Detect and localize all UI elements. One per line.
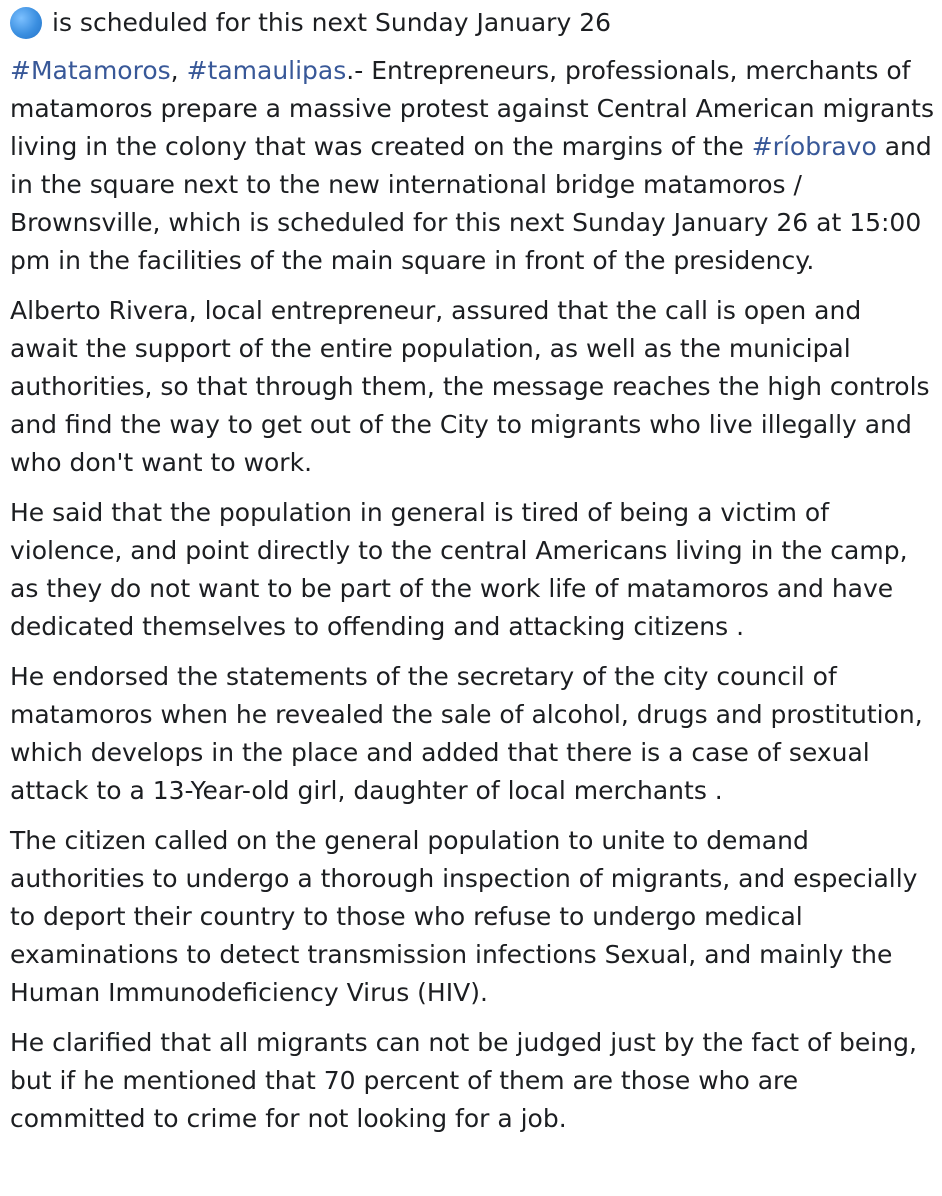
hashtag-tamaulipas[interactable]: #tamaulipas: [186, 56, 347, 85]
intro-text-2: and in the square next to the new international bridge matamoros / Brownsville, which is scheduled for this next Sunday January 26 at 15:00 pm in the facilities of the main square in front of the presidency.: [10, 132, 932, 275]
hashtag-riobravo[interactable]: #ríobravo: [751, 132, 877, 161]
post-headline: [10, 4, 934, 42]
paragraph-inspection-demand: The citizen called on the general population to unite to demand authorities to undergo a thorough inspection of migrants, and especially to deport their country to those who refuse to undergo medical examinations to detect transmission infections Sexual, and mainly the Human Immunodeficiency Virus (HIV).: [10, 826, 918, 1007]
paragraph-council-statements: He endorsed the statements of the secretary of the city council of matamoros when he revealed the sale of alcohol, drugs and prostitution, which develops in the place and added that there is a case of sexual attack to a 13-Year-old girl, daughter of local merchants .: [10, 662, 923, 805]
blue-circle-icon: [10, 7, 42, 39]
paragraph-violence-claim: He said that the population in general is tired of being a victim of violence, and point directly to the central Americans living in the camp, as they do not want to be part of the work life of matamoros and have dedicated themselves to offending and attacking citizens .: [10, 498, 908, 641]
paragraph-crime-claim: He clarified that all migrants can not be judged just by the fact of being, but if he mentioned that 70 percent of them are those who are committed to crime for not looking for a job.: [10, 1028, 917, 1133]
headline-text: is scheduled for this next Sunday January 26: [52, 8, 612, 37]
intro-paragraph: [10, 52, 934, 280]
intro-text-1: .- Entrepreneurs, professionals, merchants of matamoros prepare a massive protest against Central American migrants living in the colony that was created on the margins of the: [10, 56, 934, 161]
intro-separator: ,: [170, 56, 187, 85]
post-body: [10, 4, 934, 1150]
hashtag-matamoros[interactable]: #Matamoros: [10, 56, 171, 85]
paragraph-rivera-statement: Alberto Rivera, local entrepreneur, assured that the call is open and await the support of the entire population, as well as the municipal authorities, so that through them, the message reaches the high controls and find the way to get out of the City to migrants who live illegally and who don't want to work.: [10, 296, 930, 477]
